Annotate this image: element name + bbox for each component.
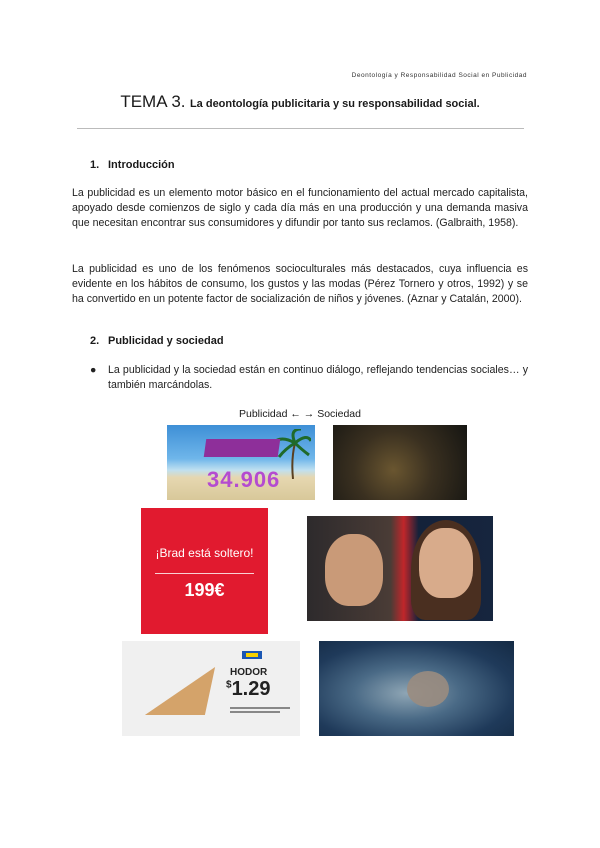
bullet-dot-icon: ●: [90, 364, 97, 376]
bullet-text: La publicidad y la sociedad están en continuo diálogo, reflejando tendencias sociales… y también marcándolas.: [108, 364, 528, 391]
brand-logo-inner: [246, 653, 258, 657]
red-ad-title: ¡Brad está soltero!: [155, 546, 254, 560]
intro-paragraph-1: La publicidad es un elemento motor básico en el funcionamiento del actual mercado capitalista, apoyado desde comienzos de siglo y cada día más en una producción y una demanda masiva que necesitan encontrar sus consumidores y difundir por tanto sus reclamos. (Galbraith, 1958).: [72, 187, 528, 229]
bullet-item: [90, 363, 528, 393]
document-title: [0, 92, 600, 112]
title-number: TEMA 3.: [120, 92, 186, 111]
man-face: [325, 534, 383, 606]
red-ad-divider: [155, 573, 254, 574]
product-price: [226, 678, 271, 701]
fine-print: [230, 711, 280, 713]
section-title: Introducción: [108, 159, 175, 171]
fine-print: [230, 707, 290, 709]
red-ad-price: 199€: [184, 580, 225, 600]
image-caption: Publicidad ← → Sociedad: [239, 408, 361, 420]
night-scene-image: [333, 425, 467, 500]
section-number: 2.: [90, 335, 100, 347]
red-ad-image: [141, 508, 268, 634]
product-name: HODOR: [230, 667, 268, 678]
audience-number: 34.906: [207, 467, 281, 492]
frozen-face-image: [319, 641, 514, 736]
frozen-face: [407, 671, 449, 707]
header-note: Deontología y Responsabilidad Social en Publicidad: [351, 72, 527, 79]
beach-show-image: [167, 425, 315, 500]
wooden-wedge: [145, 667, 215, 715]
price-value: 1.29: [231, 678, 271, 700]
couple-photo-image: [307, 516, 493, 621]
section-title: Publicidad y sociedad: [108, 335, 224, 347]
title-text: La deontología publicitaria y su responsabilidad social.: [189, 98, 480, 110]
section-heading-intro: [90, 159, 175, 171]
woman-face: [419, 528, 473, 598]
intro-paragraph-2: La publicidad es uno de los fenómenos socioculturales más destacados, cuya influencia es evidente en los hábitos de consumo, los gustos y las modas (Pérez Tornero y otros, 1992) y se ha convertido en un potente factor de socialización de niños y jóvenes. (Aznar y Catalán, 2000).: [72, 263, 528, 305]
section-number: 1.: [90, 159, 100, 171]
doorstop-ad-image: [122, 641, 300, 736]
title-divider: [77, 128, 524, 129]
section-heading-society: [90, 335, 224, 347]
price-currency: $: [226, 679, 232, 691]
show-logo: [204, 439, 281, 457]
